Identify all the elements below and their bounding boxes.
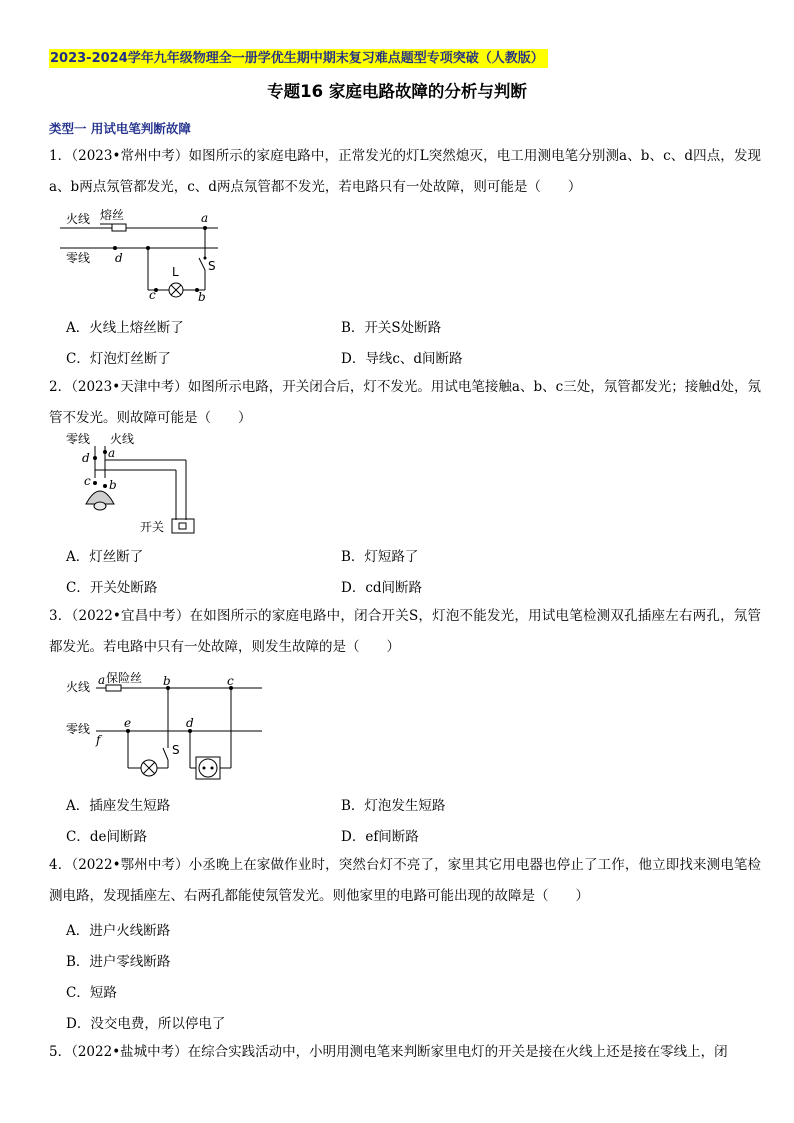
q1-switch-label: S: [208, 259, 216, 273]
q3-point-b: b: [163, 674, 171, 688]
q3-point-a: a: [98, 673, 106, 687]
question-5-stem: 5．（2022•盐城中考）在综合实践活动中，小明用测电笔来判断家里电灯的开关是接在火线上还是接在零线上，闭: [49, 1044, 728, 1060]
q3-point-c: c: [227, 674, 234, 688]
q2-switch-label: 开关: [140, 520, 165, 534]
q2-fire-wire-label: 火线: [110, 432, 135, 446]
question-2-option-b: B．灯短路了: [341, 549, 419, 565]
q3-point-d: d: [186, 716, 194, 730]
q1-point-c: c: [149, 288, 156, 302]
question-4-stem: 4．（2022•鄂州中考）小丞晚上在家做作业时，突然台灯不亮了，家里其它用电器也停止了工作，他立即找来测电笔检测电路，发现插座左、右两孔都能使氖管发光。则他家里的电路可能出现的故障是（ ）: [49, 857, 761, 904]
q3-fire-wire-label: 火线: [66, 680, 91, 694]
page-title: 专题16 家庭电路故障的分析与判断: [267, 82, 527, 101]
q3-point-f: f: [96, 733, 101, 747]
q3-zero-wire-label: 零线: [66, 722, 91, 736]
q1-point-a: a: [201, 211, 209, 225]
question-3-stem: 3．（2022•宜昌中考）在如图所示的家庭电路中，闭合开关S，灯泡不能发光，用试电笔检测双孔插座左右两孔，氖管都发光。若电路中只有一处故障，则发生故障的是（ ）: [49, 608, 761, 655]
question-3-circuit-diagram: [64, 672, 264, 782]
question-1-option-c: C．灯泡灯丝断了: [66, 351, 171, 367]
q1-point-d: d: [115, 251, 123, 265]
q2-point-c: c: [84, 474, 91, 488]
series-banner: 2023-2024学年九年级物理全一册学优生期中期末复习难点题型专项突破（人教版）: [49, 49, 548, 68]
q1-point-b: b: [198, 290, 206, 304]
section-heading: 类型一 用试电笔判断故障: [49, 121, 191, 136]
question-3-option-b: B．灯泡发生短路: [341, 798, 446, 814]
question-3-option-a: A．插座发生短路: [66, 798, 171, 814]
q2-zero-wire-label: 零线: [66, 432, 91, 446]
q1-lamp-label: L: [172, 265, 179, 279]
q2-point-b: b: [109, 478, 117, 492]
question-4-option-c: C．短路: [66, 985, 117, 1001]
question-1-option-d: D．导线c、d间断路: [341, 351, 463, 367]
question-2-option-a: A．灯丝断了: [66, 549, 144, 565]
q3-switch-label: S: [172, 743, 180, 757]
question-3-option-d: D．ef间断路: [341, 829, 419, 845]
question-4-option-b: B．进户零线断路: [66, 954, 171, 970]
q2-point-a: a: [108, 446, 116, 460]
question-1-circuit-diagram: [60, 208, 230, 304]
question-1-stem: 1．（2023•常州中考）如图所示的家庭电路中，正常发光的灯L突然熄灭，电工用测电笔分别测a、b、c、d四点，发现a、b两点氖管都发光，c、d两点氖管都不发光，若电路只有一处故障，则可能是（ ）: [49, 148, 761, 195]
question-2-stem: 2．（2023•天津中考）如图所示电路，开关闭合后，灯不发光。用试电笔接触a、b、c三处，氖管都发光；接触d处，氖管不发光。则故障可能是（ ）: [49, 379, 761, 426]
q1-fire-wire-label: 火线: [66, 212, 91, 226]
q1-zero-wire-label: 零线: [66, 251, 91, 265]
q3-fuse-label: 保险丝: [106, 671, 143, 685]
question-2-option-d: D．cd间断路: [341, 580, 423, 596]
q1-fuse-label: 熔丝: [100, 208, 125, 222]
question-2-option-c: C．开关处断路: [66, 580, 158, 596]
question-4-option-a: A．进户火线断路: [66, 923, 171, 939]
question-1-option-a: A．火线上熔丝断了: [66, 320, 184, 336]
question-1-option-b: B．开关S处断路: [341, 320, 442, 336]
question-4-option-d: D．没交电费，所以停电了: [66, 1016, 226, 1032]
question-3-option-c: C．de间断路: [66, 829, 147, 845]
q2-point-d: d: [82, 451, 90, 465]
question-2-circuit-diagram: [66, 430, 206, 540]
q3-point-e: e: [124, 716, 132, 730]
